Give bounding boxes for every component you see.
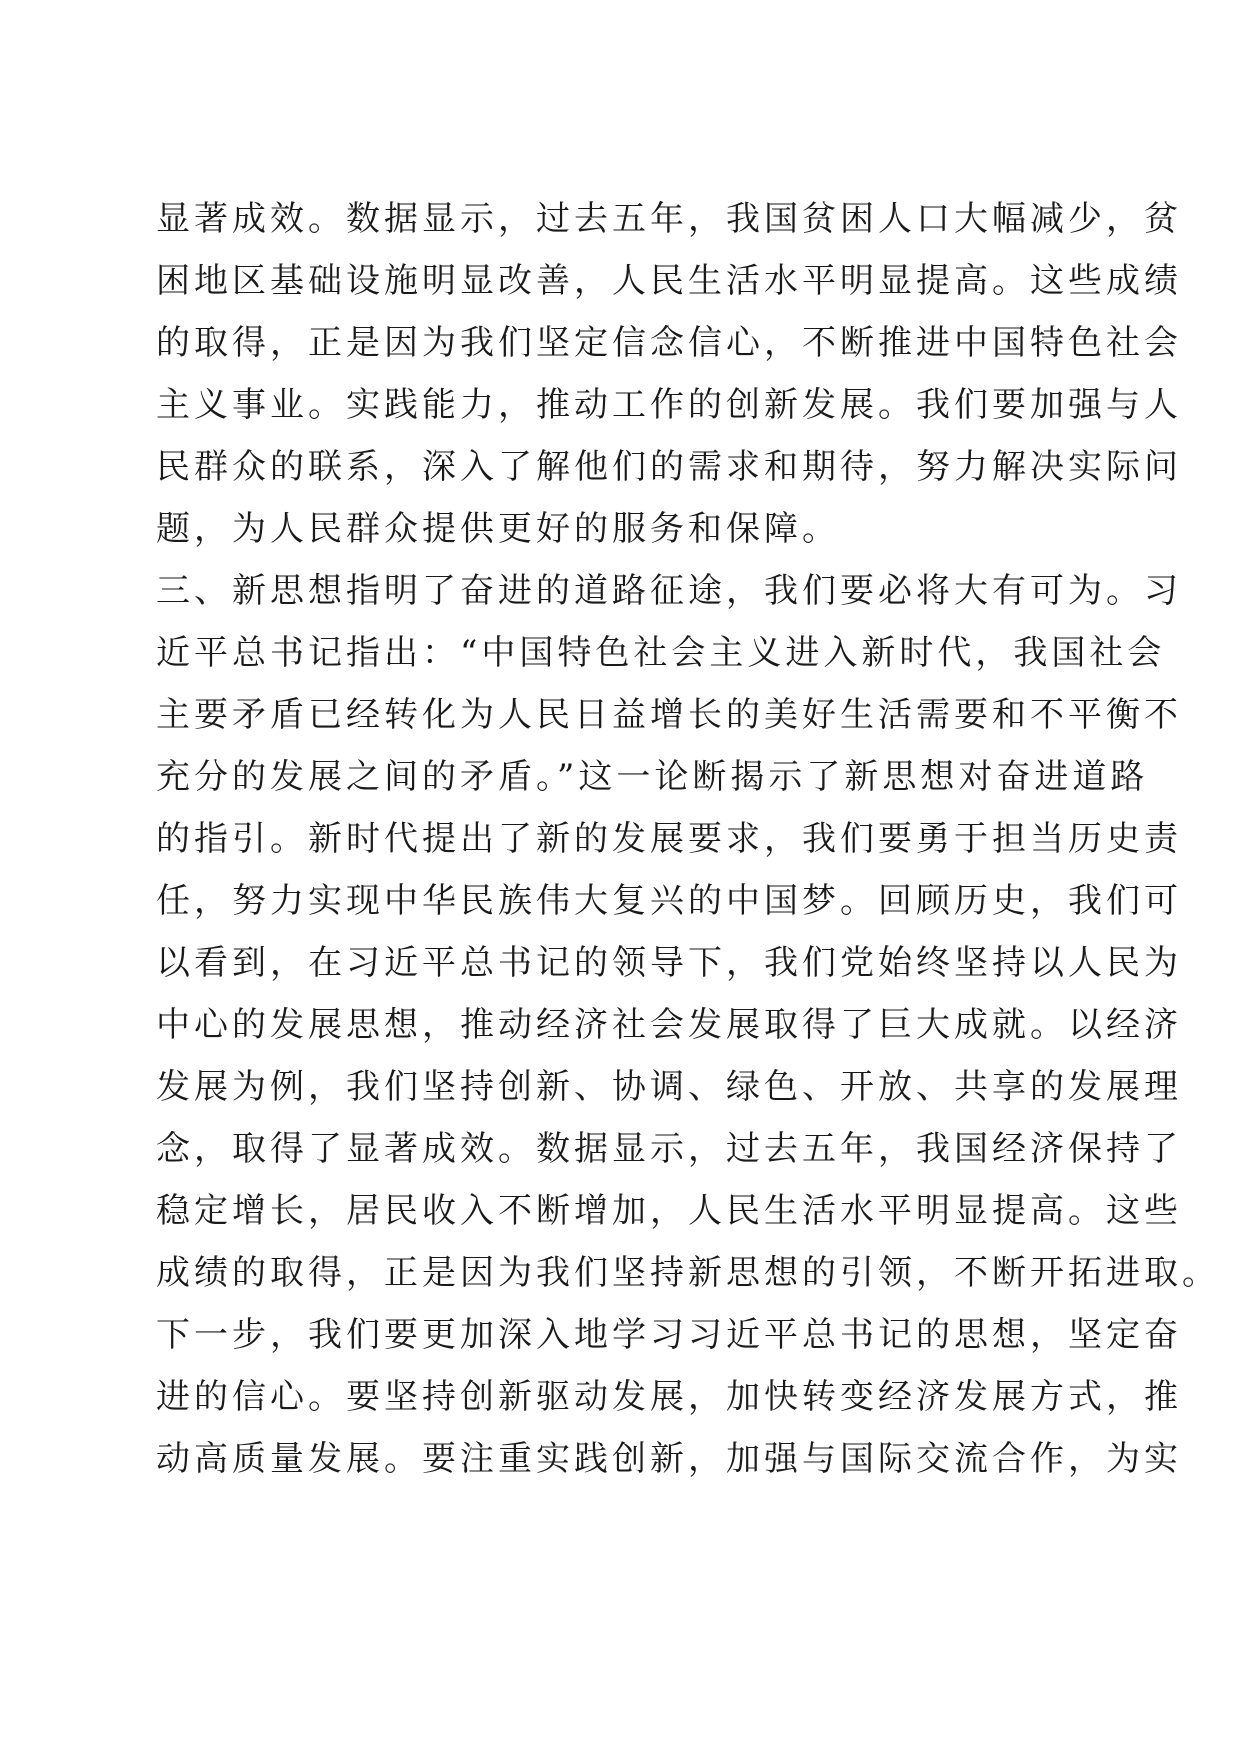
text-line: 的取得，正是因为我们坚定信念信心，不断推进中国特色社会: [156, 323, 1182, 363]
text-line: 动高质量发展。要注重实践创新，加强与国际交流合作，为实: [156, 1439, 1182, 1479]
text-line: 充分的发展之间的矛盾。”这一论断揭示了新思想对奋进道路: [156, 757, 1149, 797]
text-line: 稳定增长，居民收入不断增加，人民生活水平明显提高。这些: [156, 1191, 1182, 1231]
text-line: 主要矛盾已经转化为人民日益增长的美好生活需要和不平衡不: [156, 695, 1182, 735]
text-line: 题，为人民群众提供更好的服务和保障。: [156, 509, 840, 549]
text-line: 近平总书记指出：“中国特色社会主义进入新时代，我国社会: [156, 633, 1166, 673]
text-line: 的指引。新时代提出了新的发展要求，我们要勇于担当历史责: [156, 819, 1182, 859]
text-line: 成绩的取得，正是因为我们坚持新思想的引领，不断开拓进取。: [156, 1253, 1220, 1293]
text-line: 困地区基础设施明显改善，人民生活水平明显提高。这些成绩: [156, 261, 1182, 301]
text-line: 下一步，我们要更加深入地学习习近平总书记的思想，坚定奋: [156, 1315, 1182, 1355]
text-line: 民群众的联系，深入了解他们的需求和期待，努力解决实际问: [156, 447, 1182, 487]
text-line: 念，取得了显著成效。数据显示，过去五年，我国经济保持了: [156, 1129, 1182, 1169]
text-line: 任，努力实现中华民族伟大复兴的中国梦。回顾历史，我们可: [156, 881, 1182, 921]
text-line: 进的信心。要坚持创新驱动发展，加快转变经济发展方式，推: [156, 1377, 1182, 1417]
text-line: 以看到，在习近平总书记的领导下，我们党始终坚持以人民为: [156, 943, 1182, 983]
body-text: [156, 188, 1220, 1490]
text-line: 显著成效。数据显示，过去五年，我国贫困人口大幅减少，贫: [156, 199, 1182, 239]
text-line: 发展为例，我们坚持创新、协调、绿色、开放、共享的发展理: [156, 1067, 1182, 1107]
text-line: 主义事业。实践能力，推动工作的创新发展。我们要加强与人: [156, 385, 1182, 425]
text-line: 中心的发展思想，推动经济社会发展取得了巨大成就。以经济: [156, 1005, 1182, 1045]
section-heading-line: 三、新思想指明了奋进的道路征途，我们要必将大有可为。习: [156, 571, 1182, 611]
